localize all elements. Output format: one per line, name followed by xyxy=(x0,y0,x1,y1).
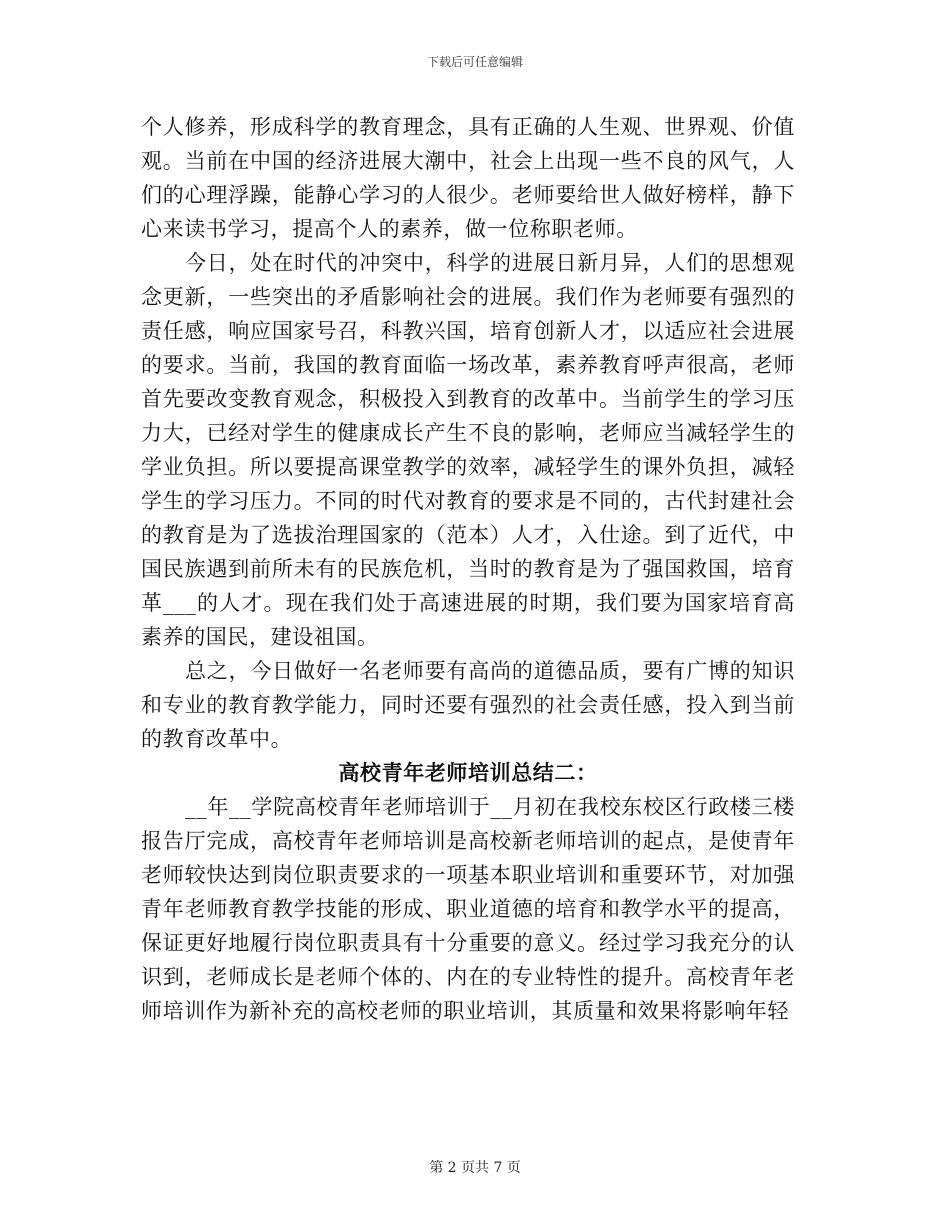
paragraph-1: 个人修养，形成科学的教育理念，具有正确的人生观、世界观、价值观。当前在中国的经济进展大潮中，社会上出现一些不良的风气，人们的心理浮躁，能静心学习的人很少。老师要给世人做好榜样，静下心来读书学习，提高个人的素养，做一位称职老师。 xyxy=(141,115,795,241)
page-header: 下载后可任意编辑 xyxy=(426,55,523,69)
section-paragraph: __年__学院高校青年老师培训于__月初在我校东校区行政楼三楼报告厅完成，高校青年老师培训是高校新老师培训的起点，是使青年老师较快达到岗位职责要求的一项基本职业培训和重要环节，对加强青年老师教育教学技能的形成、职业道德的培育和教学水平的提高，保证更好地履行岗位职责具有十分重要的意义。经过学习我充分的认识到，老师成长是老师个体的、内在的专业特性的提升。高校青年老师培训作为新补充的高校老师的职业培训，其质量和效果将影响年轻 xyxy=(141,795,795,1023)
section-title: 高校青年老师培训总结二： xyxy=(338,760,598,785)
paragraph-3: 总之，今日做好一名老师要有高尚的道德品质，要有广博的知识和专业的教育教学能力，同时还要有强烈的社会责任感，投入到当前的教育改革中。 xyxy=(141,659,795,751)
document-body xyxy=(141,110,795,1028)
page-number-footer: 第 2 页共 7 页 xyxy=(429,1160,521,1176)
paragraph-2: 今日，处在时代的冲突中，科学的进展日新月异，人们的思想观念更新，一些突出的矛盾影响社会的进展。我们作为老师要有强烈的责任感，响应国家号召，科教兴国，培育创新人才，以适应社会进展的要求。当前，我国的教育面临一场改革，素养教育呼声很高，老师首先要改变教育观念，积极投入到教育的改革中。当前学生的学习压力大，已经对学生的健康成长产生不良的影响，老师应当减轻学生的学业负担。所以要提高课堂教学的效率，减轻学生的课外负担，减轻学生的学习压力。不同的时代对教育的要求是不同的，古代封建社会的教育是为了选拔治理国家的（范本）人才，入仕途。到了近代，中国民族遇到前所未有的民族危机，当时的教育是为了强国救国，培育革___的人才。现在我们处于高速进展的时期，我们要为国家培育高素养的国民，建设祖国。 xyxy=(141,251,795,649)
